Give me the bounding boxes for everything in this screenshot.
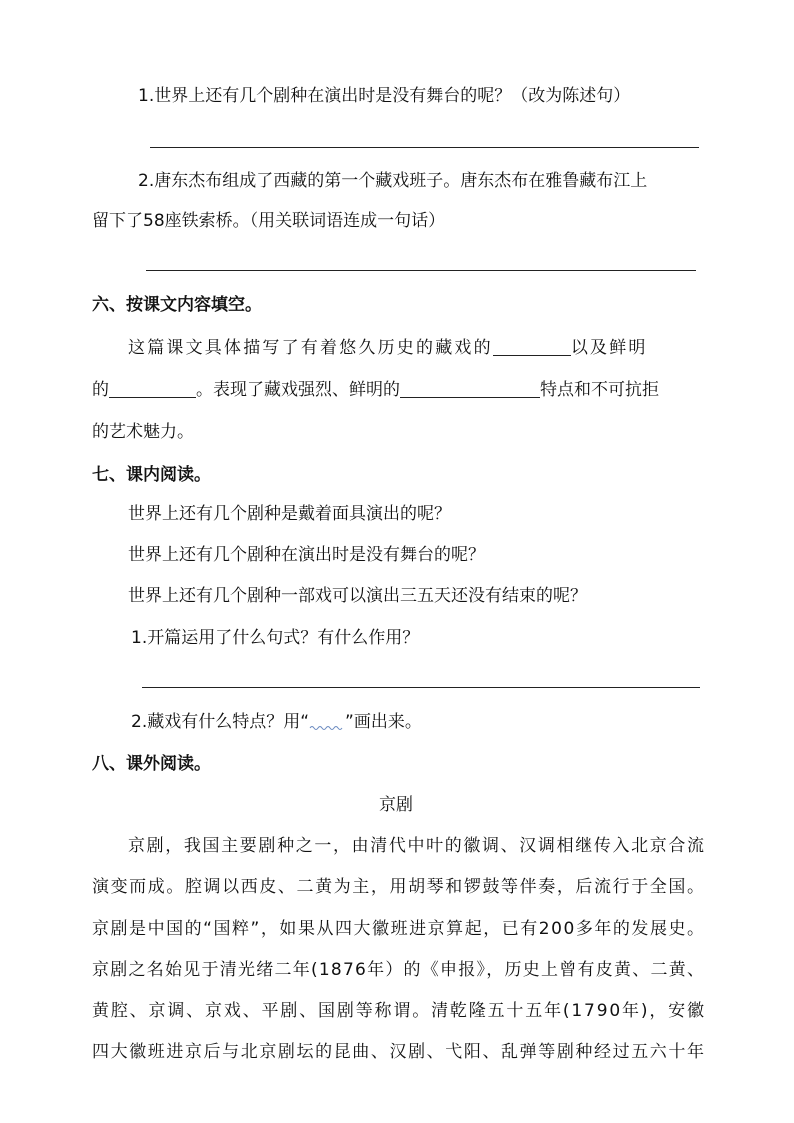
q8-article-line-5: 黄腔、京调、京戏、平剧、国剧等称谓。清乾隆五十五年(1790年)，安徽 (92, 1001, 706, 1021)
q7-passage-line-2: 世界上还有几个剧种在演出时是没有舞台的呢？ (128, 545, 485, 565)
q7-passage-line-1: 世界上还有几个剧种是戴着面具演出的呢？ (128, 504, 451, 524)
q7-item2 (131, 710, 422, 734)
q7-item1: 1.开篇运用了什么句式？有什么作用？ (131, 628, 420, 648)
q5-item2-line1: 2.唐东杰布组成了西藏的第一个藏戏班子。唐东杰布在雅鲁藏布江上 (138, 171, 648, 191)
q6-line3: 的艺术魅力。 (92, 422, 194, 442)
q7-item2-text-b: ”画出来。 (345, 712, 422, 732)
q5-item1-answer-line[interactable] (150, 147, 699, 148)
q7-item1-answer-line[interactable] (142, 687, 700, 688)
q7-passage-line-3: 世界上还有几个剧种一部戏可以演出三五天还没有结束的呢？ (128, 586, 587, 606)
q6-heading: 六、按课文内容填空。 (92, 295, 262, 315)
q6-blank-3[interactable] (400, 379, 540, 398)
q8-article-line-1: 京剧，我国主要剧种之一，由清代中叶的徽调、汉调相继传入北京合流 (128, 836, 706, 856)
q6-line2-text-c: 特点和不可抗拒 (540, 380, 659, 400)
q6-line2-text-a: 的 (92, 380, 109, 400)
q8-article-line-3: 京剧是中国的“国粹”，如果从四大徽班进京算起，已有200多年的发展史。 (92, 919, 706, 939)
q5-item2-line2: 留下了58座铁索桥。（用关联词语连成一句话） (92, 211, 446, 231)
q6-line2-text-b: 。表现了藏戏强烈、鲜明的 (196, 380, 400, 400)
q7-item2-text-a: 2.藏戏有什么特点？用“ (131, 712, 310, 732)
wavy-underline-icon (309, 715, 345, 731)
q8-article-line-2: 演变而成。腔调以西皮、二黄为主，用胡琴和锣鼓等伴奏，后流行于全国。 (92, 877, 706, 897)
q8-article-title: 京剧 (379, 795, 413, 815)
q6-line2 (92, 378, 659, 402)
q6-line1-text-a: 这篇课文具体描写了有着悠久历史的藏戏的 (128, 338, 493, 358)
q8-article-line-6: 四大徽班进京后与北京剧坛的昆曲、汉剧、弋阳、乱弹等剧种经过五六十年 (92, 1042, 706, 1062)
q8-heading: 八、课外阅读。 (92, 754, 211, 774)
q6-blank-2[interactable] (109, 379, 196, 398)
q8-article-line-4: 京剧之名始见于清光绪二年(1876年）的《申报》，历史上曾有皮黄、二黄、 (92, 960, 706, 980)
q5-item1: 1.世界上还有几个剧种在演出时是没有舞台的呢？（改为陈述句） (138, 86, 631, 106)
q6-line1 (128, 336, 648, 360)
q7-heading: 七、课内阅读。 (92, 465, 211, 485)
q6-line1-text-b: 以及鲜明 (570, 338, 648, 358)
q5-item2-answer-line[interactable] (146, 270, 696, 271)
q6-blank-1[interactable] (493, 337, 571, 356)
